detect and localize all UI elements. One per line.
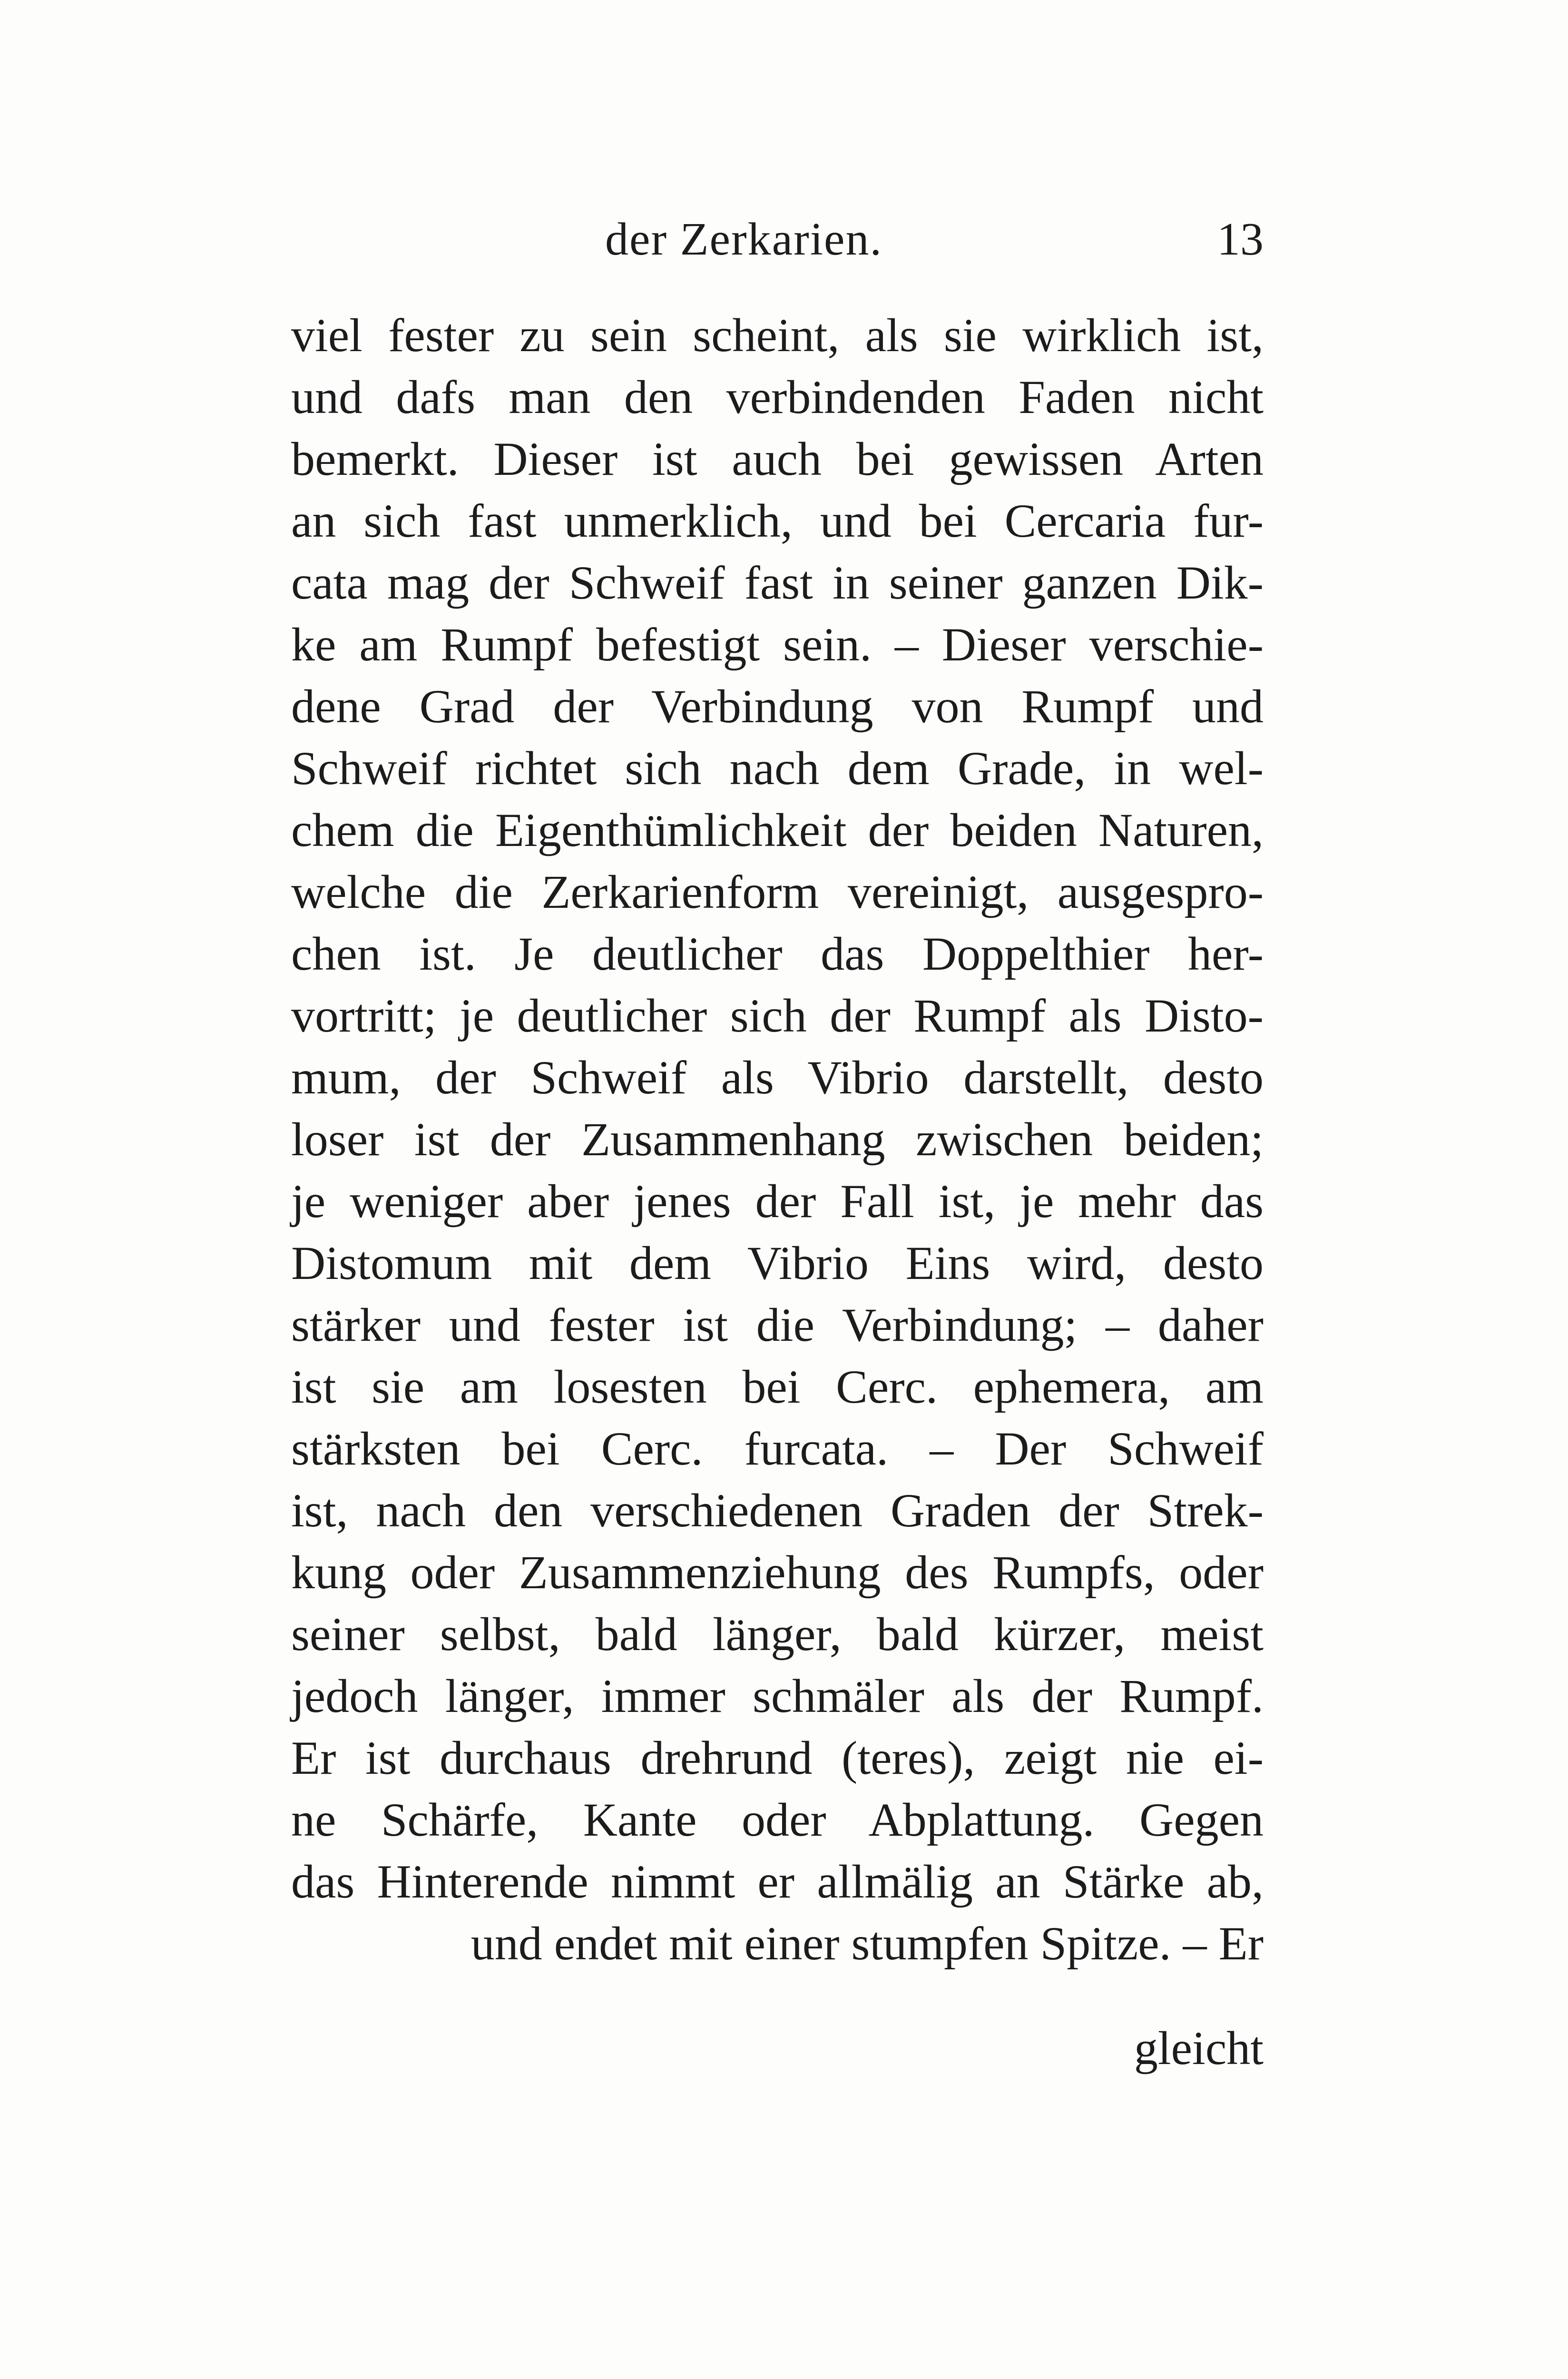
text-line: Er ist durchaus drehrund (teres), zeigt nie ei- bbox=[291, 1731, 1264, 1784]
running-head bbox=[291, 208, 1264, 270]
text-line: loser ist der Zusammenhang zwischen beiden; bbox=[291, 1113, 1264, 1166]
text-line: seiner selbst, bald länger, bald kürzer, meist bbox=[291, 1608, 1264, 1661]
text-line: Distomum mit dem Vibrio Eins wird, desto bbox=[291, 1237, 1264, 1289]
catchword-line bbox=[291, 2017, 1264, 2079]
text-line: jedoch länger, immer schmäler als der Rumpf. bbox=[291, 1670, 1264, 1722]
page-number: 13 bbox=[1217, 214, 1264, 265]
body-text bbox=[291, 305, 1264, 1975]
text-line: viel fester zu sein scheint, als sie wirklich ist, bbox=[291, 309, 1264, 362]
text-line: stärker und fester ist die Verbindung; – daher bbox=[291, 1298, 1264, 1351]
text-line: dene Grad der Verbindung von Rumpf und bbox=[291, 680, 1264, 733]
text-line: cata mag der Schweif fast in seiner ganzen Dik- bbox=[291, 556, 1264, 609]
text-line: und dafs man den verbindenden Faden nicht bbox=[291, 371, 1264, 423]
text-line: mum, der Schweif als Vibrio darstellt, desto bbox=[291, 1051, 1264, 1104]
text-line: vortritt; je deutlicher sich der Rumpf als Disto- bbox=[291, 989, 1264, 1042]
text-line: das Hinterende nimmt er allmälig an Stärke ab, bbox=[291, 1855, 1264, 1908]
text-line: bemerkt. Dieser ist auch bei gewissen Arten bbox=[291, 433, 1264, 485]
text-line: chen ist. Je deutlicher das Doppelthier her- bbox=[291, 927, 1264, 980]
text-line: welche die Zerkarienform vereinigt, ausgespro- bbox=[291, 865, 1264, 918]
text-line: an sich fast unmerklich, und bei Cercaria fur- bbox=[291, 494, 1264, 547]
text-line: je weniger aber jenes der Fall ist, je mehr das bbox=[291, 1175, 1264, 1228]
running-title: der Zerkarien. bbox=[605, 214, 882, 265]
text-line: stärksten bei Cerc. furcata. – Der Schweif bbox=[291, 1422, 1264, 1475]
text-line: kung oder Zusammenziehung des Rumpfs, oder bbox=[291, 1546, 1264, 1599]
text-line: ne Schärfe, Kante oder Abplattung. Gegen bbox=[291, 1793, 1264, 1846]
text-line: chem die Eigenthümlichkeit der beiden Naturen, bbox=[291, 804, 1264, 856]
text-line: ke am Rumpf befestigt sein. – Dieser verschie- bbox=[291, 618, 1264, 671]
text-line: und endet mit einer stumpfen Spitze. – Er bbox=[470, 1917, 1264, 1970]
text-line: ist sie am losesten bei Cerc. ephemera, am bbox=[291, 1360, 1264, 1413]
text-line: ist, nach den verschiedenen Graden der Strek- bbox=[291, 1484, 1264, 1537]
text-line: Schweif richtet sich nach dem Grade, in wel- bbox=[291, 742, 1264, 795]
catchword: gleicht bbox=[1134, 2022, 1264, 2074]
